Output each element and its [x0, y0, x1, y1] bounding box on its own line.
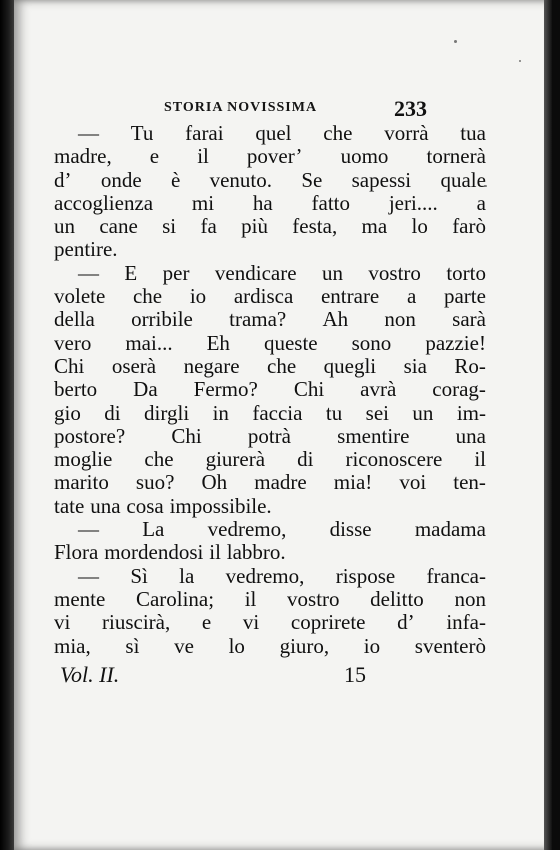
word: Ah — [322, 307, 349, 332]
word: io — [363, 633, 381, 658]
word: sapessi — [351, 167, 412, 192]
word: madre — [254, 470, 307, 495]
text-line — [54, 122, 486, 145]
word: sarà — [452, 307, 486, 332]
word: che — [323, 121, 353, 145]
word: farò — [452, 214, 486, 239]
word: marito — [54, 470, 109, 495]
word: è — [170, 167, 181, 192]
word: non — [454, 586, 486, 611]
text-line — [54, 238, 486, 261]
word: gio — [54, 400, 81, 425]
word: sventerò — [414, 633, 486, 658]
word: che — [144, 447, 174, 472]
word: madama — [414, 517, 486, 542]
word: una — [90, 493, 121, 518]
word: venuto. — [209, 167, 272, 192]
text-line — [54, 402, 486, 425]
word: io — [189, 284, 207, 309]
word: sono — [351, 330, 392, 355]
word: più — [241, 214, 268, 239]
word: pover’ — [246, 144, 303, 169]
word: Chi — [54, 353, 85, 378]
word: mi — [191, 190, 215, 215]
word: giuro, — [279, 633, 330, 658]
text-line — [54, 332, 486, 355]
word: un — [54, 214, 75, 239]
page-header — [14, 96, 552, 120]
word: quegli — [323, 353, 377, 378]
word: che — [267, 353, 297, 378]
word: torto — [446, 260, 486, 285]
word: sì — [125, 633, 140, 658]
word: quale — [440, 167, 486, 192]
word: mente — [54, 586, 106, 611]
word: per — [162, 260, 190, 285]
word: ten- — [453, 470, 486, 495]
word: pazzie! — [425, 330, 486, 355]
word: mai... — [125, 330, 173, 355]
text-line — [54, 565, 486, 588]
word: vendicare — [214, 260, 297, 285]
word: — — [78, 260, 99, 285]
word: il — [209, 540, 221, 565]
word: tu — [325, 400, 343, 425]
word: — — [78, 517, 99, 542]
word: Ro- — [454, 353, 486, 378]
word: labbro. — [226, 540, 286, 565]
word: un — [321, 260, 343, 285]
signature-mark: Vol. II. — [60, 662, 120, 687]
word: Sì — [130, 563, 148, 588]
word: negare — [183, 353, 240, 378]
word: parte — [443, 284, 486, 309]
word: vero — [54, 330, 92, 355]
paper-speck — [454, 40, 457, 43]
text-line — [54, 635, 486, 658]
word: della — [54, 307, 95, 332]
running-title: STORIA NOVISSIMA — [164, 100, 318, 115]
word: giurerà — [205, 447, 266, 472]
word: faccia — [252, 400, 303, 425]
word: disse — [329, 517, 372, 542]
word: vedremo, — [225, 563, 305, 588]
word: fa — [200, 214, 217, 239]
word: smentire — [337, 423, 410, 448]
word: farai — [185, 121, 224, 145]
word: Oh — [201, 470, 228, 495]
word: queste — [263, 330, 318, 355]
word: uomo — [340, 144, 389, 169]
word: lo — [411, 214, 428, 239]
word: festa, — [292, 214, 338, 239]
text-line — [54, 262, 486, 285]
word: Carolina; — [135, 586, 215, 611]
text-line — [54, 192, 486, 215]
word: vedremo, — [207, 517, 287, 542]
text-line — [54, 425, 486, 448]
word: tate — [54, 493, 85, 518]
word: franca- — [426, 563, 486, 588]
word: potrà — [247, 423, 291, 448]
word: ma — [361, 214, 388, 239]
word: ardisca — [233, 284, 294, 309]
word: dirgli — [144, 400, 190, 425]
word: Fermo? — [193, 377, 258, 402]
word: vorrà — [384, 121, 429, 145]
word: madre, — [54, 144, 112, 169]
word: trama? — [229, 307, 287, 332]
word: Tu — [130, 121, 154, 145]
word: impossibile. — [169, 493, 272, 518]
word: Se — [301, 167, 323, 192]
word: Da — [133, 377, 158, 402]
word: tua — [460, 121, 486, 145]
word: tornerà — [426, 144, 486, 169]
text-line — [54, 169, 486, 192]
word: il — [197, 144, 209, 169]
word: a — [406, 284, 417, 309]
word: e — [201, 610, 212, 635]
word: d’ — [54, 167, 72, 192]
word: orribile — [131, 307, 193, 332]
text-line — [54, 495, 486, 518]
word: non — [384, 307, 416, 332]
word: onde — [100, 167, 142, 192]
word: di — [104, 400, 121, 425]
word: un — [412, 400, 434, 425]
text-line — [54, 541, 486, 564]
word: voi — [399, 470, 427, 495]
text-line — [54, 355, 486, 378]
word: corag- — [432, 377, 486, 402]
word: vostro — [368, 260, 421, 285]
word: rispose — [335, 563, 396, 588]
text-line — [54, 378, 486, 401]
word: im- — [456, 400, 486, 425]
word: La — [142, 517, 165, 542]
word: vostro — [287, 586, 340, 611]
paper-speck — [519, 60, 521, 62]
book-spine — [0, 0, 14, 850]
page-edge-shadow — [544, 0, 552, 850]
text-line — [54, 448, 486, 471]
folio-number: 15 — [344, 662, 366, 687]
word: mia, — [54, 633, 91, 658]
word: di — [297, 447, 314, 472]
word: Flora — [54, 540, 99, 565]
word: vi — [242, 610, 260, 635]
page-footer — [14, 662, 552, 692]
word: pentire. — [54, 237, 118, 262]
word: si — [162, 214, 177, 239]
word: sei — [365, 400, 389, 425]
text-line — [54, 611, 486, 634]
word: entrare — [320, 284, 380, 309]
word: — — [78, 563, 99, 588]
word: jeri.... — [388, 190, 438, 215]
word: vi — [54, 610, 71, 635]
word: il — [474, 447, 486, 472]
word: suo? — [135, 470, 175, 495]
word: mordendosi — [104, 540, 204, 565]
word: postore? — [54, 423, 126, 448]
word: — — [78, 121, 99, 145]
word: ha — [252, 190, 273, 215]
word: riconoscere — [345, 447, 443, 472]
word: accoglienza — [54, 190, 154, 215]
text-line — [54, 308, 486, 331]
word: cosa — [126, 493, 164, 518]
text-line — [54, 145, 486, 168]
text-line — [54, 471, 486, 494]
page-number: 233 — [394, 96, 427, 121]
word: in — [212, 400, 229, 425]
word: mia! — [333, 470, 373, 495]
word: Chi — [171, 423, 202, 448]
word: delitto — [370, 586, 424, 611]
word: a — [476, 190, 486, 215]
word: e — [149, 144, 160, 169]
text-line — [54, 588, 486, 611]
word: infa- — [446, 610, 486, 635]
word: d’ — [397, 610, 415, 635]
book-page — [14, 0, 552, 850]
word: berto — [54, 377, 98, 402]
word: Eh — [206, 330, 230, 355]
word: ve — [174, 633, 194, 658]
word: Chi — [293, 377, 325, 402]
word: coprirete — [290, 610, 366, 635]
word: moglie — [54, 447, 113, 472]
word: sia — [403, 353, 427, 378]
text-line — [54, 518, 486, 541]
word: che — [132, 284, 163, 309]
text-line — [54, 215, 486, 238]
word: la — [179, 563, 195, 588]
word: volete — [54, 284, 106, 309]
word: una — [455, 423, 486, 448]
word: fatto — [311, 190, 351, 215]
word: lo — [228, 633, 245, 658]
text-line — [54, 285, 486, 308]
word: E — [124, 260, 138, 285]
word: riuscirà, — [102, 610, 171, 635]
word: oserà — [111, 353, 157, 378]
word: avrà — [360, 377, 397, 402]
body-text — [54, 122, 486, 658]
word: il — [244, 586, 257, 611]
word: quel — [255, 121, 292, 145]
word: cane — [99, 214, 138, 239]
